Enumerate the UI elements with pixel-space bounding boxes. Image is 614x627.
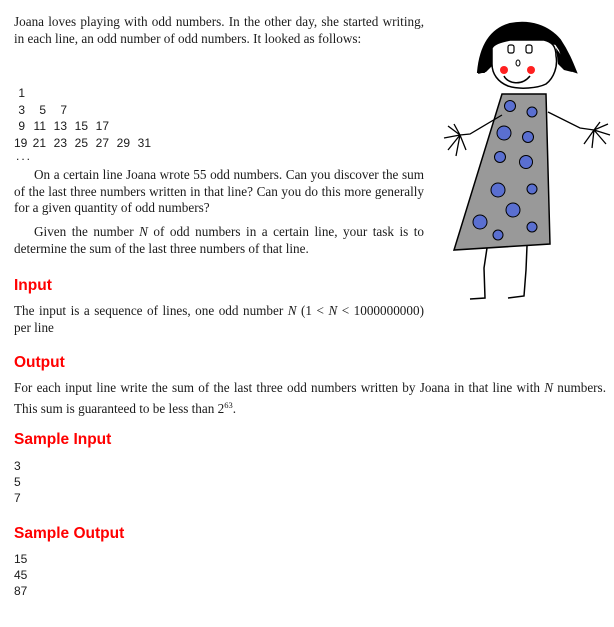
nose-icon (516, 60, 520, 66)
sample-input-line: 5 (14, 475, 21, 489)
sample-output-heading: Sample Output (14, 525, 125, 542)
input-heading: Input (14, 277, 52, 294)
table-row (14, 118, 151, 135)
sample-output-line: 45 (14, 568, 28, 582)
table-cell: 9 (18, 119, 25, 133)
output-text-pre: For each input line write the sum of the last three odd numbers written by Joana in that line with (14, 380, 545, 395)
output-text-post: . (232, 400, 237, 416)
sample-input-line: 7 (14, 491, 21, 505)
table-cell: 29 (116, 135, 130, 150)
output-heading: Output (14, 354, 65, 371)
intro-paragraph-1: Joana loves playing with odd numbers. In the other day, she started writing, in each line, an odd number of odd numbers. It looked as follows: (14, 14, 424, 46)
cheek-icon (500, 66, 508, 74)
table-row (14, 135, 151, 152)
variable-n: N (287, 303, 297, 318)
output-description (14, 380, 606, 417)
eye-icon (526, 45, 532, 53)
right-leg-icon (508, 246, 527, 298)
odd-numbers-table (14, 85, 151, 161)
right-arm-icon (548, 112, 610, 148)
paragraph3-post: of odd numbers in a certain line, your task is to determine the sum of the last three numbers of that line. (14, 224, 424, 256)
joana-drawing-icon (430, 0, 614, 310)
table-cell: 1 (18, 86, 25, 100)
variable-n: N (139, 224, 148, 239)
table-cell: 5 (39, 102, 46, 117)
table-cell: 19 (14, 135, 28, 150)
table-row (14, 85, 151, 102)
variable-n: N (328, 303, 338, 318)
table-cell: 7 (60, 102, 67, 117)
eye-icon (508, 45, 514, 53)
sample-output-block (14, 551, 27, 599)
table-cell: 25 (74, 135, 88, 150)
table-cell: 31 (137, 135, 151, 150)
table-cell: 11 (33, 119, 46, 133)
table-cell: 3 (18, 102, 25, 117)
table-cell: 15 (74, 119, 88, 133)
output-text-mid: numbers. This sum is guaranteed to be less than 2 (14, 380, 606, 416)
cheek-icon (527, 66, 535, 74)
intro-paragraph-3 (14, 224, 424, 257)
table-ellipsis: ... (16, 149, 33, 163)
table-row (14, 102, 151, 119)
table-cell: 17 (95, 119, 109, 133)
sample-output-line: 87 (14, 584, 28, 598)
left-leg-icon (470, 248, 487, 299)
sample-output-line: 15 (14, 552, 28, 566)
table-cell: 21 (32, 135, 46, 150)
sample-input-line: 3 (14, 459, 21, 473)
intro-paragraph-2: On a certain line Joana wrote 55 odd numbers. Can you discover the sum of the last three numbers written in that line? Can you do this more generally for a given quantity of odd numbers? (14, 167, 424, 215)
input-text-mid: (1 < (296, 303, 329, 318)
input-description (14, 303, 424, 336)
input-text-pre: The input is a sequence of lines, one odd number (14, 303, 288, 318)
sample-input-heading: Sample Input (14, 431, 112, 448)
input-text-post: < 1000000000) per line (14, 303, 424, 335)
exponent: 63 (224, 399, 233, 410)
table-cell: 13 (53, 119, 67, 133)
table-cell: 27 (95, 135, 109, 150)
variable-n: N (544, 380, 554, 395)
sample-input-block (14, 458, 21, 506)
paragraph3-pre: Given the number (34, 224, 140, 239)
table-cell: 23 (53, 135, 67, 150)
